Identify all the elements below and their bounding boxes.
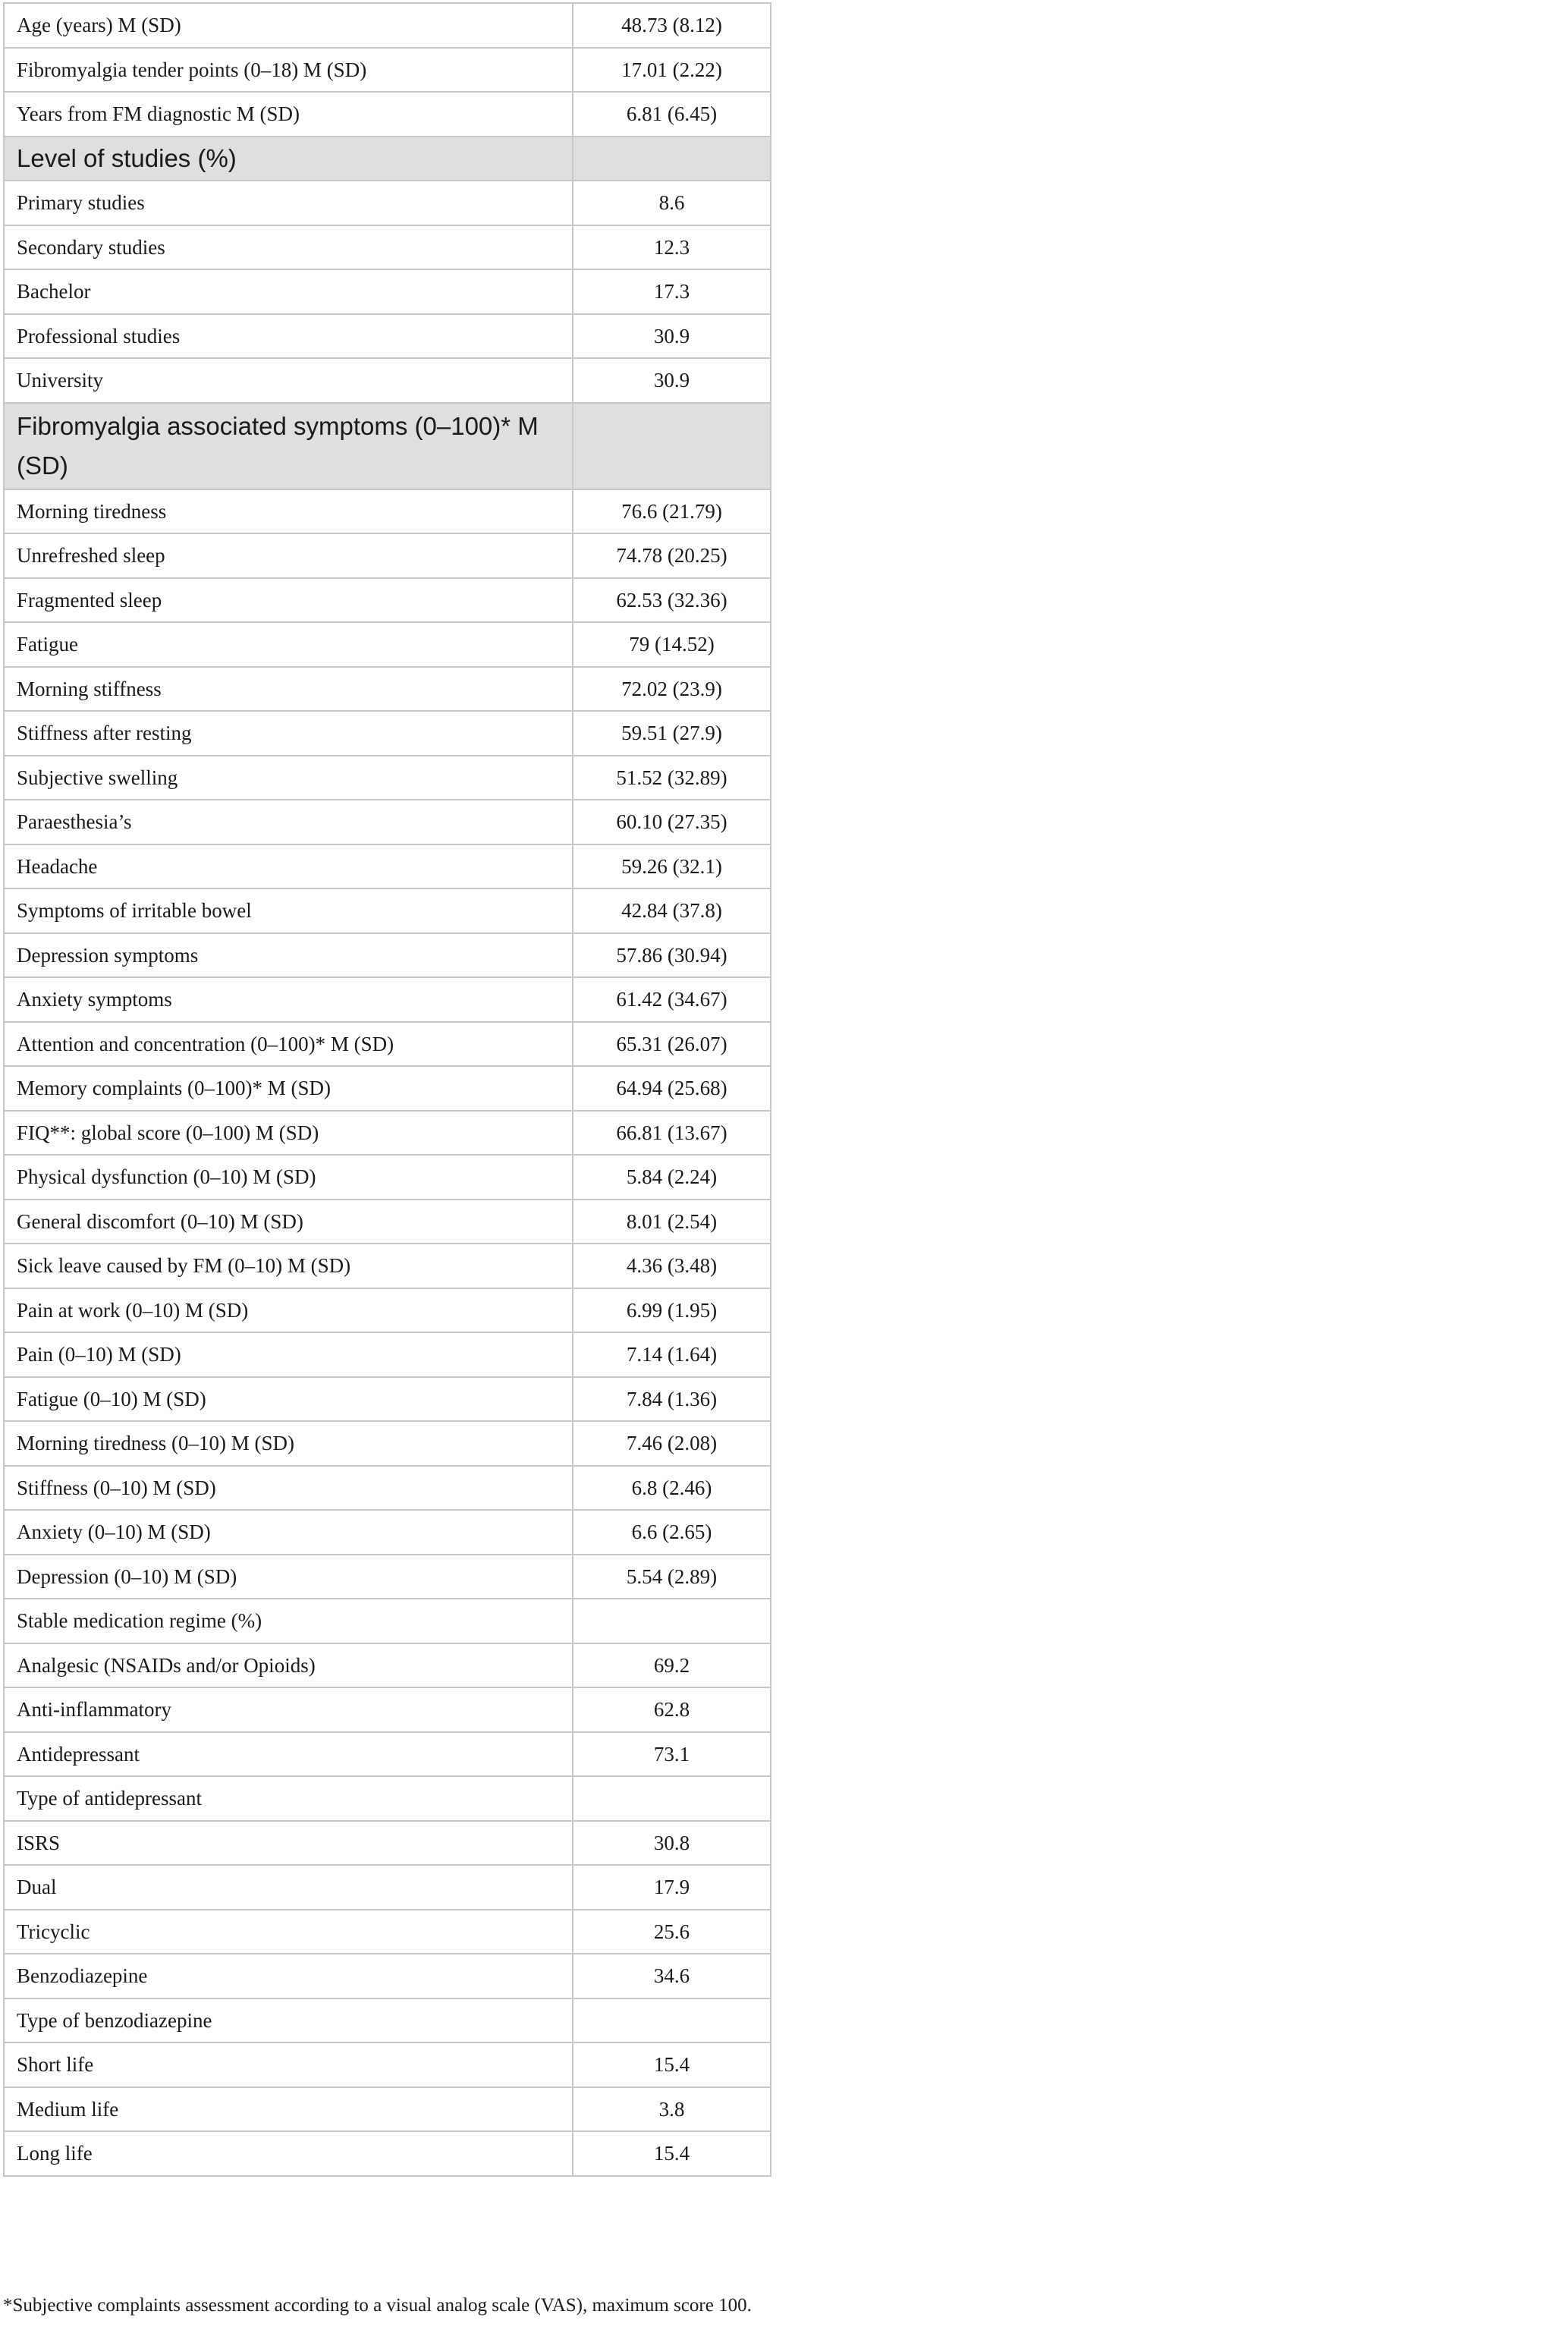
- row-value-cell: 4.36 (3.48): [573, 1244, 771, 1288]
- table-row: [4, 1555, 771, 1599]
- table-row: [4, 1732, 771, 1777]
- row-label-cell: Antidepressant: [4, 1732, 573, 1777]
- table-row: [4, 489, 771, 534]
- row-label-cell: Fibromyalgia tender points (0–18) M (SD): [4, 48, 573, 93]
- section-label-cell: Level of studies (%): [4, 137, 573, 181]
- row-value-cell: 30.8: [573, 1821, 771, 1866]
- row-value-cell: 66.81 (13.67): [573, 1111, 771, 1156]
- table-row: [4, 1466, 771, 1511]
- table-row: [4, 2042, 771, 2087]
- table-row: [4, 2131, 771, 2176]
- row-label-cell: Secondary studies: [4, 225, 573, 270]
- row-label-cell: Anxiety (0–10) M (SD): [4, 1510, 573, 1555]
- row-label-cell: Depression (0–10) M (SD): [4, 1555, 573, 1599]
- row-value-cell: 7.46 (2.08): [573, 1421, 771, 1466]
- table-row: [4, 844, 771, 889]
- row-value-cell: 72.02 (23.9): [573, 667, 771, 712]
- table-row: [4, 1111, 771, 1156]
- row-label-cell: Headache: [4, 844, 573, 889]
- row-value-cell: 7.84 (1.36): [573, 1377, 771, 1422]
- table-row: [4, 1643, 771, 1688]
- row-value-cell: 25.6: [573, 1910, 771, 1954]
- row-label-cell: Pain at work (0–10) M (SD): [4, 1288, 573, 1333]
- row-value-cell: 79 (14.52): [573, 622, 771, 667]
- table-row: [4, 1288, 771, 1333]
- row-value-cell: 6.99 (1.95): [573, 1288, 771, 1333]
- row-value-cell: 5.84 (2.24): [573, 1155, 771, 1200]
- row-label-cell: Tricyclic: [4, 1910, 573, 1954]
- row-label-cell: Sick leave caused by FM (0–10) M (SD): [4, 1244, 573, 1288]
- row-label-cell: Anti-inflammatory: [4, 1687, 573, 1732]
- table-row: [4, 1510, 771, 1555]
- row-label-cell: Anxiety symptoms: [4, 977, 573, 1022]
- table-row: [4, 1998, 771, 2043]
- row-value-cell: 65.31 (26.07): [573, 1022, 771, 1067]
- row-value-cell: 76.6 (21.79): [573, 489, 771, 534]
- row-value-cell: 73.1: [573, 1732, 771, 1777]
- row-value-cell: 74.78 (20.25): [573, 533, 771, 578]
- table-row: [4, 1244, 771, 1288]
- table-row: [4, 92, 771, 137]
- row-label-cell: Type of antidepressant: [4, 1776, 573, 1821]
- table-row: [4, 1022, 771, 1067]
- table-row: [4, 48, 771, 93]
- row-value-cell: 17.3: [573, 269, 771, 314]
- table-footnote: *Subjective complaints assessment according to a visual analog scale (VAS), maximum score 100.: [3, 2295, 752, 2316]
- row-value-cell: 6.8 (2.46): [573, 1466, 771, 1511]
- table-row: [4, 888, 771, 933]
- row-label-cell: FIQ**: global score (0–100) M (SD): [4, 1111, 573, 1156]
- table-row: [4, 1687, 771, 1732]
- row-label-cell: Bachelor: [4, 269, 573, 314]
- table-row: [4, 1066, 771, 1111]
- row-value-cell: [573, 137, 771, 181]
- row-value-cell: 17.9: [573, 1865, 771, 1910]
- row-value-cell: 15.4: [573, 2131, 771, 2176]
- table-row: [4, 1821, 771, 1866]
- table-row: [4, 711, 771, 756]
- row-label-cell: Medium life: [4, 2087, 573, 2132]
- row-label-cell: Unrefreshed sleep: [4, 533, 573, 578]
- row-value-cell: 12.3: [573, 225, 771, 270]
- row-label-cell: General discomfort (0–10) M (SD): [4, 1200, 573, 1244]
- row-value-cell: 8.01 (2.54): [573, 1200, 771, 1244]
- row-label-cell: Memory complaints (0–100)* M (SD): [4, 1066, 573, 1111]
- table-row: [4, 314, 771, 359]
- table-row: [4, 977, 771, 1022]
- row-value-cell: 15.4: [573, 2042, 771, 2087]
- row-value-cell: 48.73 (8.12): [573, 3, 771, 48]
- table-row: [4, 1377, 771, 1422]
- row-label-cell: University: [4, 358, 573, 403]
- row-value-cell: 62.53 (32.36): [573, 578, 771, 623]
- row-label-cell: Analgesic (NSAIDs and/or Opioids): [4, 1643, 573, 1688]
- row-label-cell: Stable medication regime (%): [4, 1599, 573, 1643]
- row-value-cell: 34.6: [573, 1954, 771, 1998]
- row-label-cell: Age (years) M (SD): [4, 3, 573, 48]
- characteristics-table: [3, 2, 771, 2177]
- row-label-cell: ISRS: [4, 1821, 573, 1866]
- row-value-cell: 30.9: [573, 358, 771, 403]
- table-row: [4, 1910, 771, 1954]
- table-row: [4, 269, 771, 314]
- row-label-cell: Professional studies: [4, 314, 573, 359]
- row-label-cell: Long life: [4, 2131, 573, 2176]
- section-label-cell: Fibromyalgia associated symptoms (0–100)* M (SD): [4, 403, 573, 489]
- row-label-cell: Dual: [4, 1865, 573, 1910]
- table-row: [4, 667, 771, 712]
- table-row: [4, 578, 771, 623]
- table-row: [4, 1599, 771, 1643]
- row-value-cell: [573, 403, 771, 489]
- row-label-cell: Morning stiffness: [4, 667, 573, 712]
- row-value-cell: 59.51 (27.9): [573, 711, 771, 756]
- table-row: [4, 1421, 771, 1466]
- table-row: [4, 622, 771, 667]
- row-value-cell: 17.01 (2.22): [573, 48, 771, 93]
- table-row: [4, 358, 771, 403]
- table-row: [4, 3, 771, 48]
- row-value-cell: 7.14 (1.64): [573, 1332, 771, 1377]
- row-value-cell: 6.6 (2.65): [573, 1510, 771, 1555]
- section-header-row: [4, 137, 771, 181]
- table-row: [4, 800, 771, 844]
- row-label-cell: Symptoms of irritable bowel: [4, 888, 573, 933]
- row-value-cell: 5.54 (2.89): [573, 1555, 771, 1599]
- table-row: [4, 533, 771, 578]
- row-label-cell: Short life: [4, 2042, 573, 2087]
- row-label-cell: Attention and concentration (0–100)* M (SD): [4, 1022, 573, 1067]
- row-value-cell: 51.52 (32.89): [573, 756, 771, 800]
- row-value-cell: [573, 1998, 771, 2043]
- row-value-cell: [573, 1599, 771, 1643]
- row-label-cell: Pain (0–10) M (SD): [4, 1332, 573, 1377]
- row-value-cell: [573, 1776, 771, 1821]
- table-row: [4, 1954, 771, 1998]
- row-value-cell: 60.10 (27.35): [573, 800, 771, 844]
- row-label-cell: Subjective swelling: [4, 756, 573, 800]
- table-row: [4, 225, 771, 270]
- table-row: [4, 1332, 771, 1377]
- table-row: [4, 1155, 771, 1200]
- table-row: [4, 756, 771, 800]
- table-row: [4, 1776, 771, 1821]
- row-label-cell: Years from FM diagnostic M (SD): [4, 92, 573, 137]
- table-row: [4, 2087, 771, 2132]
- row-label-cell: Fatigue (0–10) M (SD): [4, 1377, 573, 1422]
- row-value-cell: 62.8: [573, 1687, 771, 1732]
- row-label-cell: Physical dysfunction (0–10) M (SD): [4, 1155, 573, 1200]
- table-body: [4, 3, 771, 2176]
- row-label-cell: Paraesthesia’s: [4, 800, 573, 844]
- table-row: [4, 1865, 771, 1910]
- row-label-cell: Morning tiredness (0–10) M (SD): [4, 1421, 573, 1466]
- row-value-cell: 57.86 (30.94): [573, 933, 771, 978]
- table-row: [4, 181, 771, 225]
- row-label-cell: Benzodiazepine: [4, 1954, 573, 1998]
- row-label-cell: Stiffness after resting: [4, 711, 573, 756]
- row-label-cell: Fatigue: [4, 622, 573, 667]
- section-header-row: [4, 403, 771, 489]
- row-value-cell: 61.42 (34.67): [573, 977, 771, 1022]
- row-value-cell: 6.81 (6.45): [573, 92, 771, 137]
- row-label-cell: Fragmented sleep: [4, 578, 573, 623]
- table-row: [4, 1200, 771, 1244]
- row-label-cell: Morning tiredness: [4, 489, 573, 534]
- row-value-cell: 59.26 (32.1): [573, 844, 771, 889]
- row-label-cell: Stiffness (0–10) M (SD): [4, 1466, 573, 1511]
- row-value-cell: 30.9: [573, 314, 771, 359]
- row-value-cell: 42.84 (37.8): [573, 888, 771, 933]
- row-label-cell: Type of benzodiazepine: [4, 1998, 573, 2043]
- row-value-cell: 64.94 (25.68): [573, 1066, 771, 1111]
- row-label-cell: Primary studies: [4, 181, 573, 225]
- row-label-cell: Depression symptoms: [4, 933, 573, 978]
- table-row: [4, 933, 771, 978]
- row-value-cell: 8.6: [573, 181, 771, 225]
- row-value-cell: 69.2: [573, 1643, 771, 1688]
- row-value-cell: 3.8: [573, 2087, 771, 2132]
